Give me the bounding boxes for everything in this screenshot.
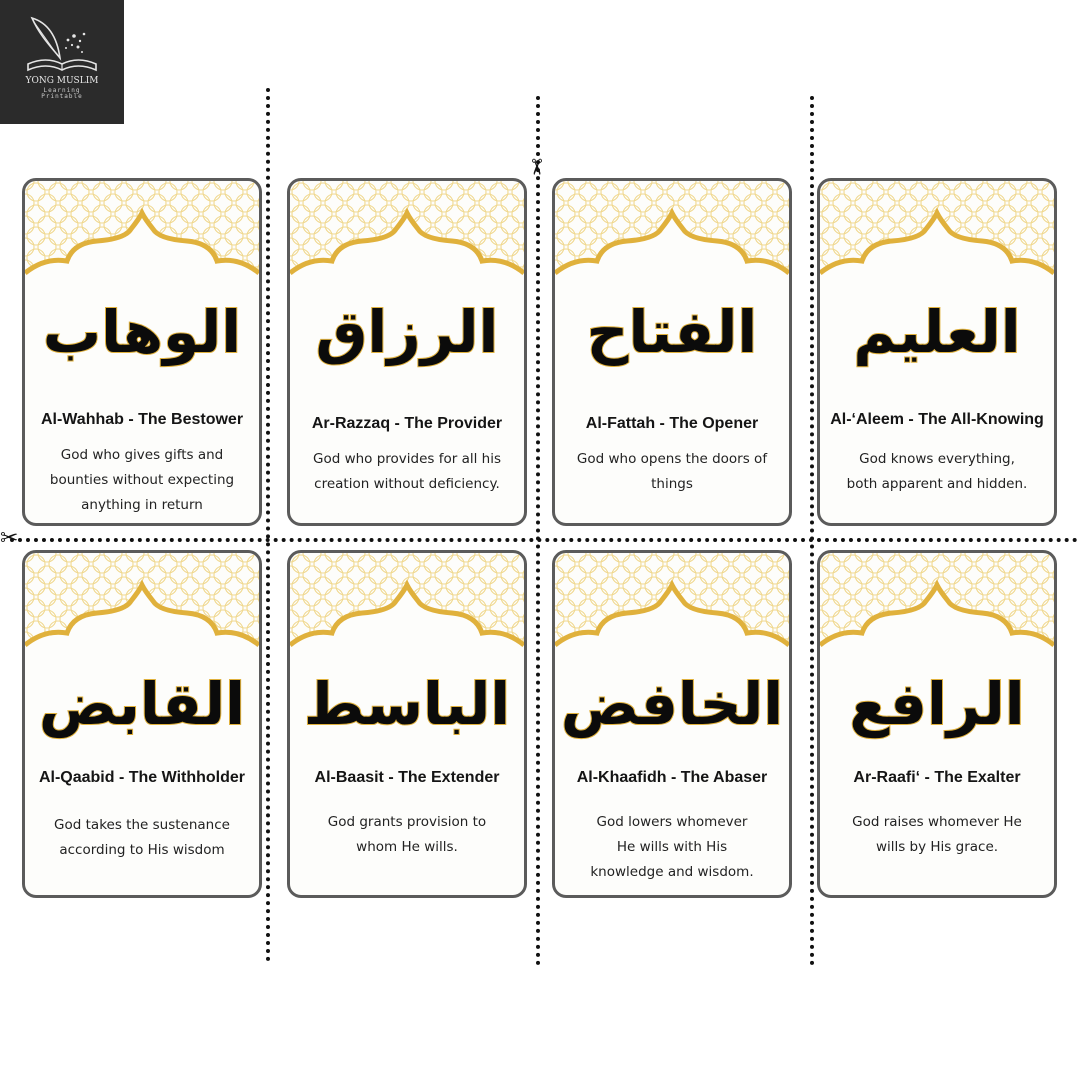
arabic-name-text: الرافع [849, 670, 1025, 738]
scissors-icon-left: ✂ [0, 526, 19, 551]
name-card [287, 178, 527, 526]
card-description [565, 810, 779, 885]
cut-line-horizontal [10, 538, 1078, 542]
card-title: Al-Fattah - The Opener [585, 415, 759, 432]
description-line: things [651, 476, 693, 492]
arabic-calligraphy [555, 277, 789, 387]
description-line: God raises whomever He [852, 814, 1022, 830]
card-description [35, 443, 249, 518]
card-title: Al-Khaafidh - The Abaser [576, 769, 768, 786]
arabic-name-text: القابض [38, 670, 246, 738]
card-title: Ar-Razzaq - The Provider [311, 415, 503, 432]
description-line: God knows everything, [859, 451, 1015, 467]
brand-subtitle [0, 88, 124, 100]
description-line: bounties without expecting [49, 472, 235, 488]
card-description [830, 447, 1044, 497]
arch-pattern-header [820, 181, 1057, 291]
arch-pattern-header [555, 181, 792, 291]
card-title: Ar-Raafi‘ - The Exalter [853, 769, 1021, 786]
arch-pattern-header [820, 553, 1057, 663]
card-title: Al-Wahhab - The Bestower [40, 411, 244, 428]
arabic-name-text: الخافض [560, 670, 784, 738]
name-card [552, 178, 792, 526]
cut-line-vertical-1 [266, 88, 270, 962]
description-line: God who provides for all his [312, 451, 501, 467]
card-description [300, 810, 514, 860]
brand-name: YONG MUSLIM [25, 76, 99, 86]
name-card [817, 550, 1057, 898]
arch-pattern-header [25, 181, 262, 291]
name-card [22, 178, 262, 526]
arabic-calligraphy [25, 277, 259, 387]
description-line: He wills with His [616, 839, 728, 855]
arabic-name-text: العليم [853, 298, 1021, 366]
arabic-name-text: الرزاق [315, 298, 499, 366]
card-description [565, 447, 779, 497]
card-description [35, 813, 249, 863]
description-line: God takes the sustenance [54, 817, 230, 833]
arabic-name-text: الباسط [303, 670, 511, 738]
card-title: Al-Qaabid - The Withholder [38, 769, 246, 786]
description-line: according to His wisdom [59, 842, 225, 858]
description-line: wills by His grace. [875, 839, 999, 855]
brand-line-learning: Learning [43, 87, 81, 94]
arch-pattern-header [290, 181, 527, 291]
name-card [817, 178, 1057, 526]
arabic-name-text: الفتاح [586, 298, 758, 366]
arabic-name-text: الوهاب [42, 298, 242, 366]
arabic-calligraphy [25, 649, 259, 759]
card-description [830, 810, 1044, 860]
arabic-calligraphy [555, 649, 789, 759]
description-line: God who gives gifts and [60, 447, 224, 463]
quill-book-icon [22, 14, 102, 76]
arabic-calligraphy [290, 649, 524, 759]
description-line: knowledge and wisdom. [590, 864, 754, 880]
description-line: God grants provision to [327, 814, 487, 830]
cut-line-vertical-3 [810, 96, 814, 966]
arabic-calligraphy [820, 649, 1054, 759]
name-card [552, 550, 792, 898]
description-line: creation without deficiency. [314, 476, 500, 492]
arch-pattern-header [25, 553, 262, 663]
brand-logo [0, 0, 124, 124]
arabic-calligraphy [290, 277, 524, 387]
brand-line-printable: Printable [41, 93, 83, 100]
description-line: God who opens the doors of [576, 451, 768, 467]
description-line: God lowers whomever [596, 814, 748, 830]
card-description [300, 447, 514, 497]
arch-pattern-header [290, 553, 527, 663]
description-line: whom He wills. [356, 839, 458, 855]
name-card [287, 550, 527, 898]
cut-line-vertical-2 [536, 96, 540, 966]
name-card [22, 550, 262, 898]
description-line: both apparent and hidden. [846, 476, 1028, 492]
description-line: anything in return [81, 497, 203, 513]
card-title: Al-Baasit - The Extender [314, 769, 500, 786]
scissors-icon-top: ✂ [523, 157, 549, 177]
card-title: Al-‘Aleem - The All-Knowing [830, 411, 1044, 428]
arabic-calligraphy [820, 277, 1054, 387]
arch-pattern-header [555, 553, 792, 663]
